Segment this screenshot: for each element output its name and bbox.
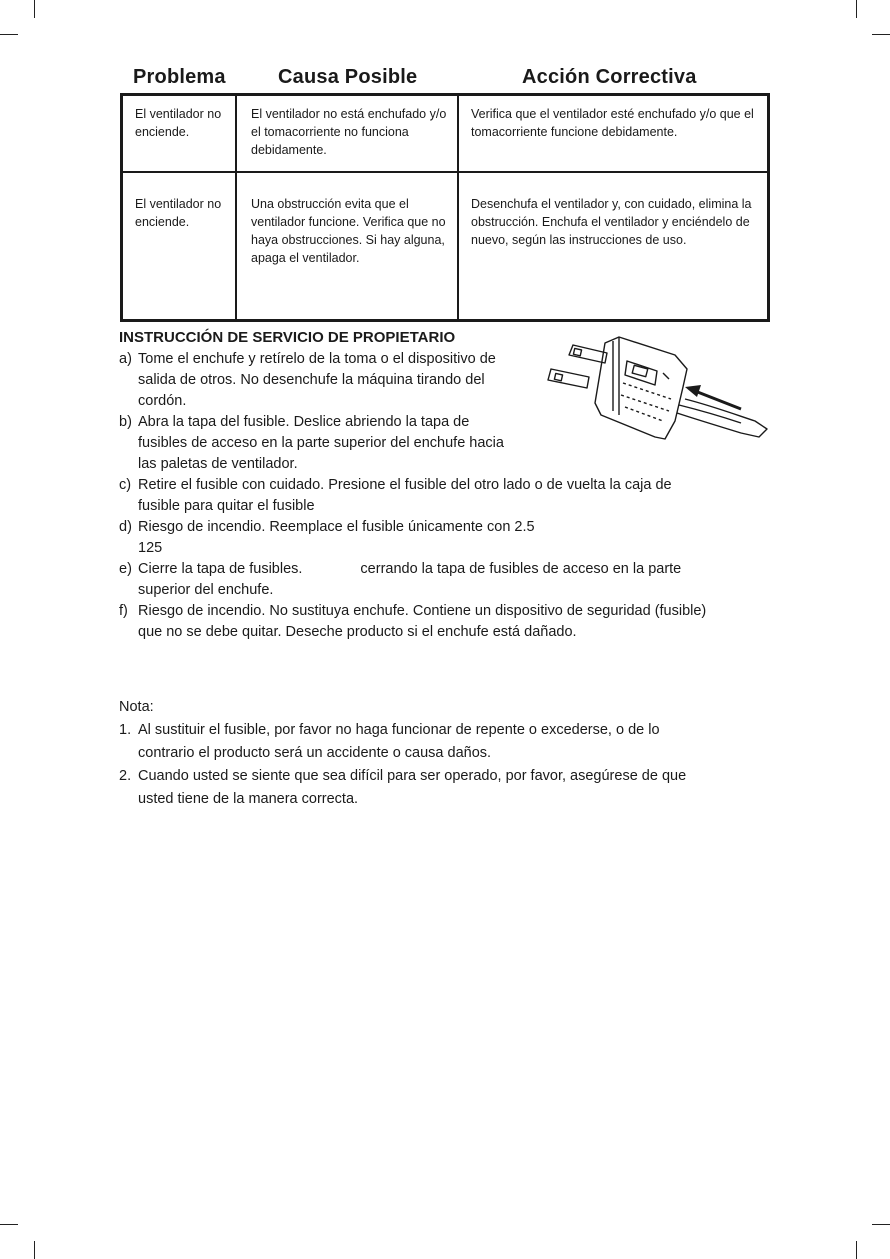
step-text: Cierre la tapa de fusibles. — [138, 561, 303, 577]
step-text: Tome el enchufe y retírelo de la toma o el dispositivo de salida de otros. No desenchufe la máquina tirando del cordón. — [138, 351, 496, 409]
list-item — [119, 412, 518, 475]
table-headers — [120, 66, 770, 92]
crop-mark — [0, 1224, 18, 1225]
note-text: Cuando usted se siente que sea difícil para ser operado, por favor, asegúrese de que usted tiene de la manera correcta. — [138, 768, 687, 807]
step-text: Riesgo de incendio. No sustituya enchufe. Contiene un dispositivo de seguridad (fusible) que no se debe quitar. Deseche producto si el enchufe está dañado. — [138, 603, 707, 640]
crop-mark — [856, 1241, 857, 1259]
header-problem: Problema — [133, 66, 226, 88]
crop-mark — [0, 34, 18, 35]
crop-mark — [872, 34, 890, 35]
list-item — [119, 475, 688, 517]
note-title: Nota: — [119, 699, 154, 715]
table-row — [122, 95, 769, 173]
table-row — [122, 172, 769, 321]
step-text: Abra la tapa del fusible. Deslice abriendo la tapa de fusibles de acceso en la parte superior del enchufe hacia las paletas de ventilador. — [138, 414, 504, 472]
note-label: 1. — [119, 722, 132, 738]
crop-mark — [34, 0, 35, 18]
note-label: 2. — [119, 768, 132, 784]
step-label: e) — [119, 561, 132, 577]
list-item — [119, 349, 518, 412]
step-text: Retire el fusible con cuidado. Presione el fusible del otro lado o de vuelta la caja de fusible para quitar el fusible — [138, 477, 672, 514]
list-item — [119, 765, 698, 811]
cell-cause: Una obstrucción evita que el ventilador funcione. Verifica que no haya obstrucciones. Si hay alguna, apaga el ventilador. — [236, 172, 458, 321]
service-instructions — [119, 327, 719, 643]
step-text-continued: 125 — [138, 540, 163, 556]
step-text: Riesgo de incendio. Reemplace el fusible únicamente con 2.5 — [138, 519, 535, 535]
note-section — [119, 696, 719, 811]
step-label: b) — [119, 414, 132, 430]
list-item — [119, 559, 698, 601]
header-cause: Causa Posible — [278, 66, 418, 88]
header-action: Acción Correctiva — [522, 66, 697, 88]
troubleshooting-table — [120, 93, 770, 322]
service-title: INSTRUCCIÓN DE SERVICIO DE PROPIETARIO — [119, 329, 456, 346]
list-item — [119, 601, 708, 643]
step-label: c) — [119, 477, 132, 493]
list-item — [119, 719, 678, 765]
crop-mark — [856, 0, 857, 18]
note-text: Al sustituir el fusible, por favor no haga funcionar de repente o excederse, o de lo contrario el producto será un accidente o causa daños. — [138, 722, 660, 761]
list-item — [119, 517, 719, 559]
step-label: a) — [119, 351, 132, 367]
cell-problem: El ventilador no enciende. — [122, 172, 237, 321]
crop-mark — [34, 1241, 35, 1259]
cell-action: Verifica que el ventilador esté enchufado y/o que el tomacorriente funcione debidamente. — [458, 95, 769, 173]
crop-mark — [872, 1224, 890, 1225]
step-label: f) — [119, 603, 128, 619]
cell-problem: El ventilador no enciende. — [122, 95, 237, 173]
step-text-continued: cerrando la tapa de fusibles de acceso en la parte superior del enchufe. — [138, 561, 682, 598]
cell-action: Desenchufa el ventilador y, con cuidado, elimina la obstrucción. Enchufa el ventilador y enciéndelo de nuevo, según las instrucciones de uso. — [458, 172, 769, 321]
cell-cause: El ventilador no está enchufado y/o el tomacorriente no funciona debidamente. — [236, 95, 458, 173]
step-label: d) — [119, 519, 132, 535]
